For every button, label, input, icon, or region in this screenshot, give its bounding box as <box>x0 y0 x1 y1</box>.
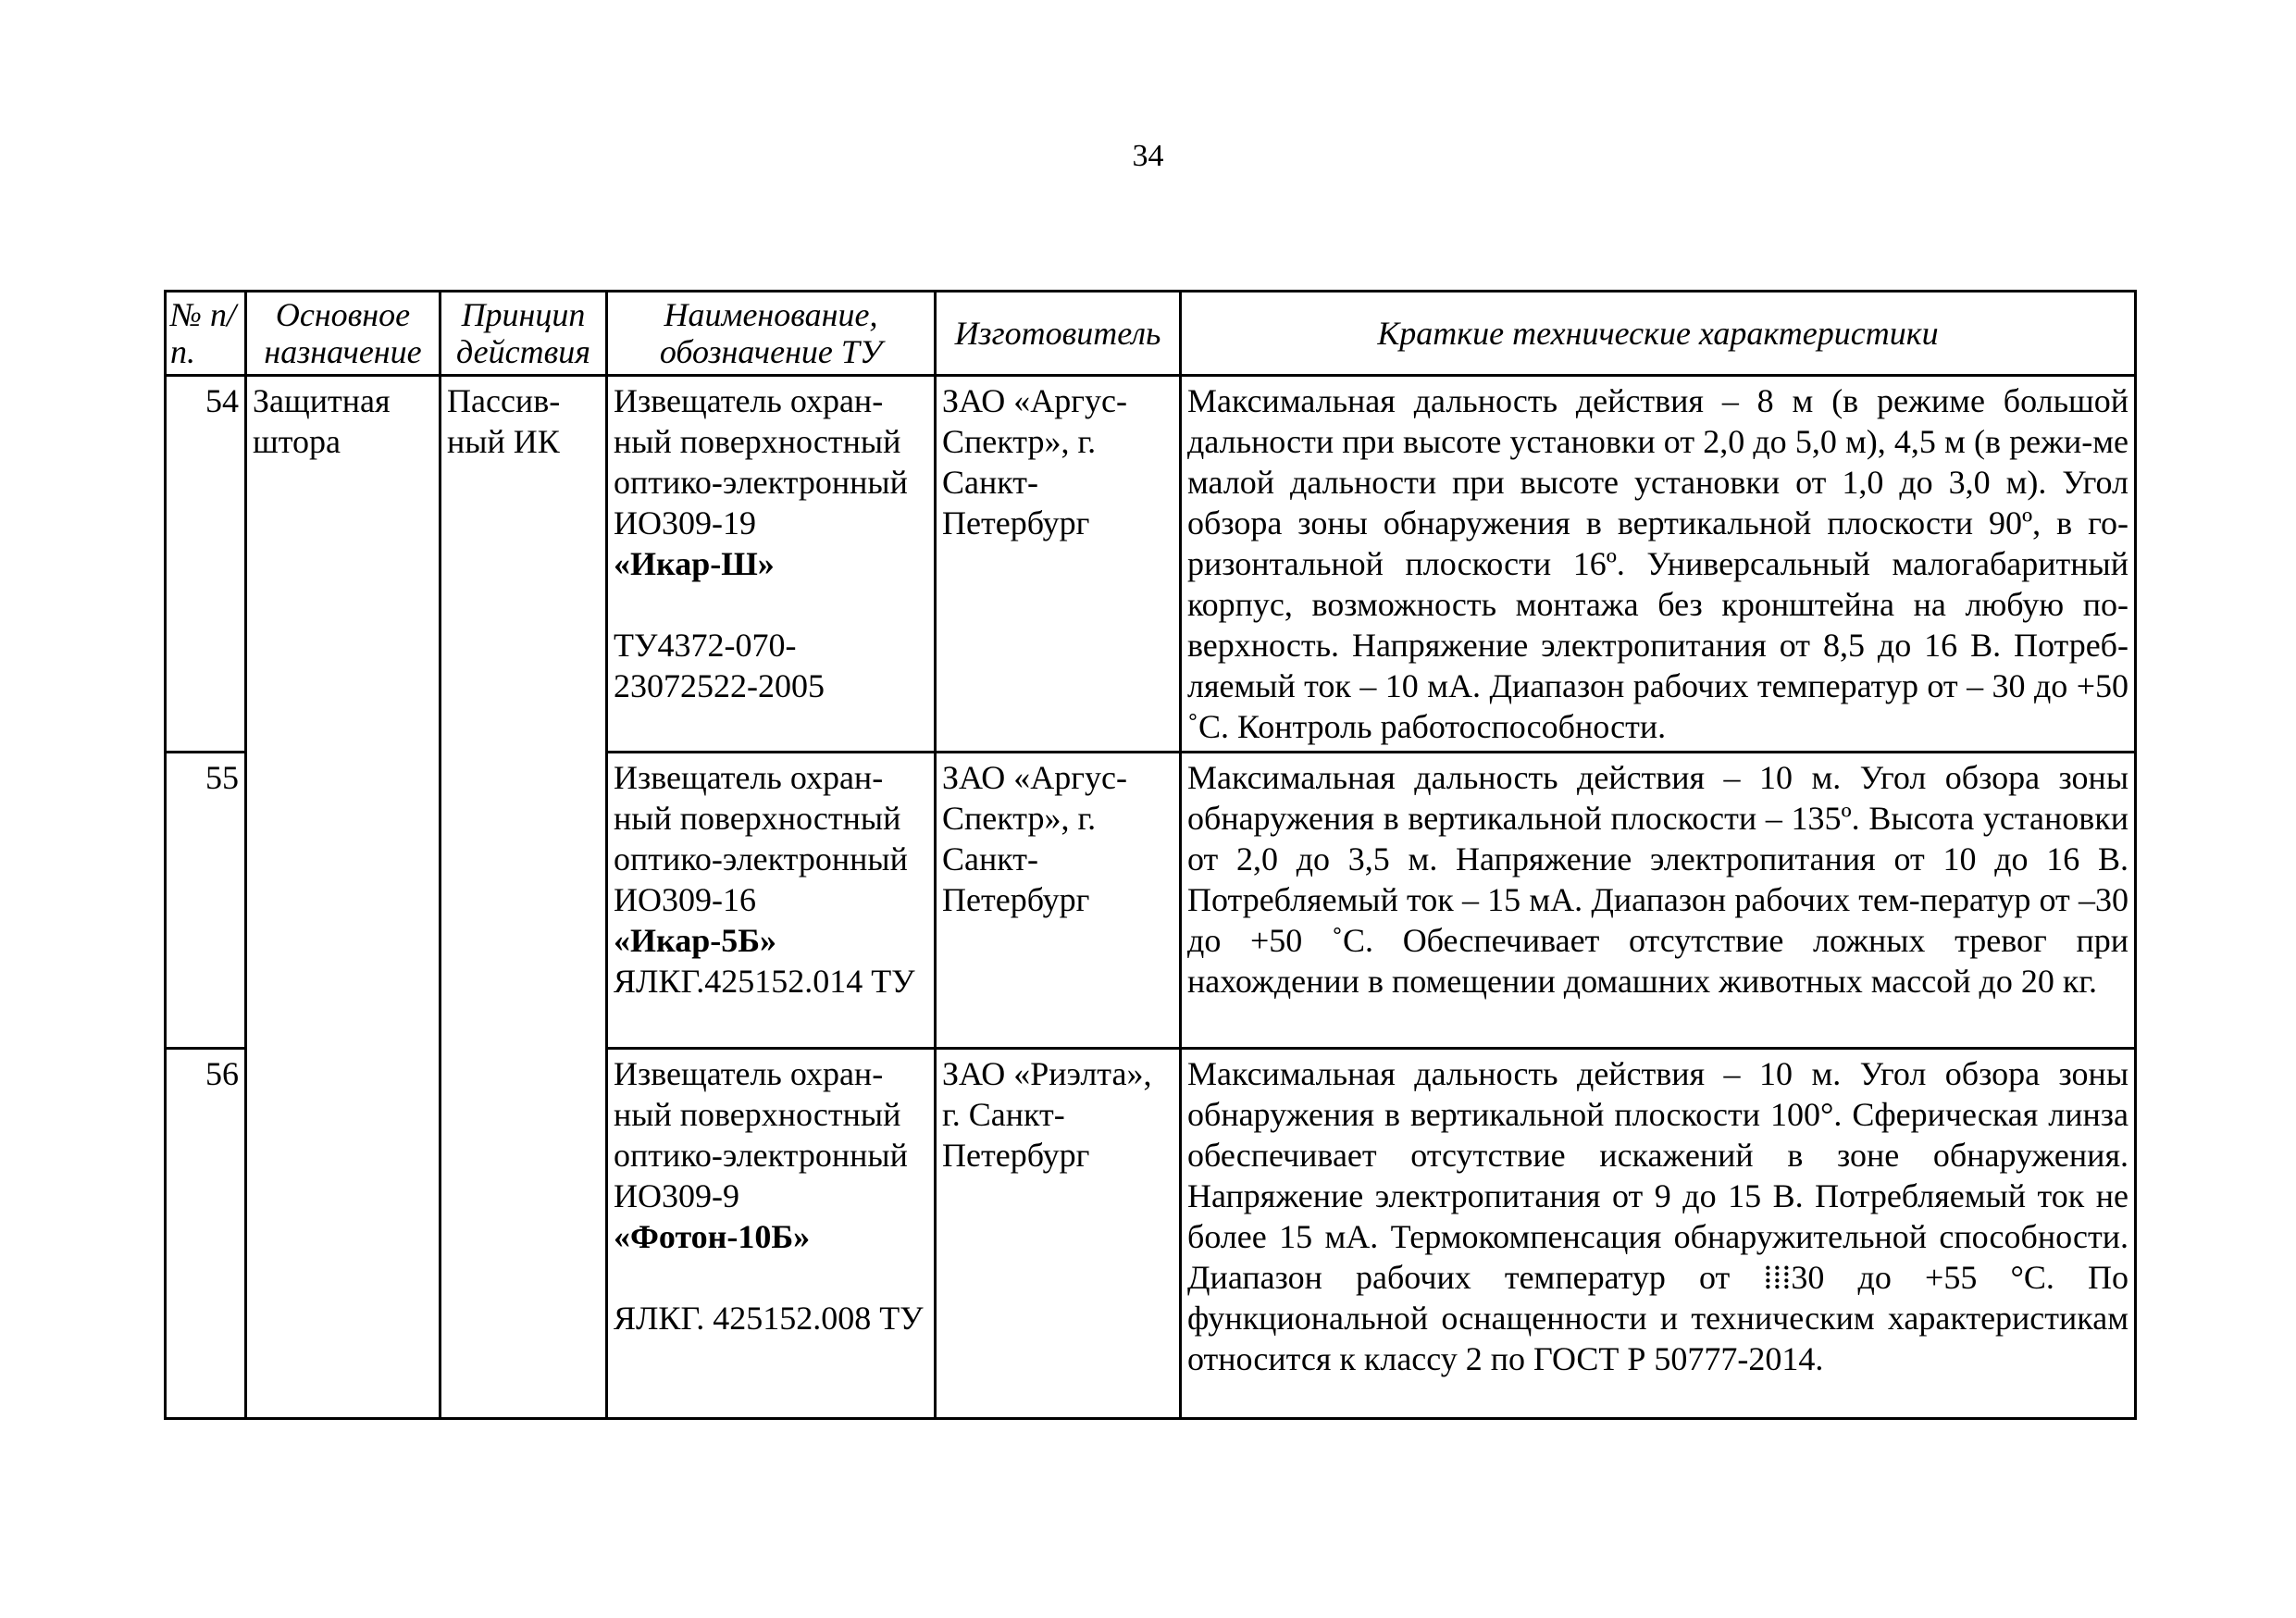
manufacturer-cell <box>936 1049 1181 1419</box>
row-number: 56 <box>166 1049 246 1419</box>
device-name-line: оптико-электронный <box>614 840 908 877</box>
device-model: «Икар-Ш» <box>614 545 775 582</box>
device-name-line: оптико-электронный <box>614 1137 908 1174</box>
header-row <box>166 292 2136 376</box>
device-name-line: ИО309-16 <box>614 881 756 918</box>
device-name-cell <box>607 1049 936 1419</box>
header-manufacturer: Изготовитель <box>936 292 1181 376</box>
device-model: «Фотон-10Б» <box>614 1218 811 1255</box>
manufacturer-text: ЗАО «Аргус-Спектр», г. Санкт-Петербург <box>942 382 1127 541</box>
device-name-line: оптико-электронный <box>614 464 908 501</box>
device-name-line: Извещатель охран- <box>614 1055 884 1092</box>
specifications-table <box>164 290 2137 1420</box>
header-purpose: Основное назначение <box>246 292 441 376</box>
principle-cell: Пассив-ный ИК <box>441 376 607 1419</box>
specs-cell: Максимальная дальность действия – 8 м (в режиме большой дальности при высоте установки от 2,0 до 5,0 м), 4,5 м (в режи-ме малой дальности при высоте установки от 1,0 до 3,0 м). Угол обзора зоны обнаружения в вертикальной плоскости 90º, в го-ризонтальной плоскости 16º. Универсальный малогабаритный корпус, возможность монтажа без кронштейна на любую по-верхность. Напряжение электропитания от 8,5 до 16 В. Потреб-ляемый ток – 10 мА. Диапазон рабочих температур от – 30 до +50 ˚С. Контроль работоспособности. <box>1181 376 2136 753</box>
purpose-cell: Защитная штора <box>246 376 441 1419</box>
row-number: 54 <box>166 376 246 753</box>
device-name-line: Извещатель охран- <box>614 382 884 419</box>
table-row <box>166 376 2136 753</box>
manufacturer-cell <box>936 753 1181 1049</box>
device-tu: ЯЛКГ. 425152.008 ТУ <box>614 1300 924 1337</box>
device-name-line: ИО309-19 <box>614 504 756 541</box>
device-tu: ТУ4372-070-23072522-2005 <box>614 627 825 704</box>
device-name-line: Извещатель охран- <box>614 759 884 796</box>
header-name: Наименование, обозначение ТУ <box>607 292 936 376</box>
device-name-cell <box>607 753 936 1049</box>
specs-cell: Максимальная дальность действия – 10 м. Угол обзора зоны обнаружения в вертикальной плоскости 100°. Сферическая линза обеспечивает отсутствие искажений в зоне обнаружения. Напряжение электропитания от 9 до 15 В. Потребляемый ток не более 15 мА. Термокомпенсация обнаружительной способности. Диапазон рабочих температур от ⁞⁞⁞30 до +55 °С. По функциональной оснащенности и техническим характеристикам относится к классу 2 по ГОСТ Р 50777-2014. <box>1181 1049 2136 1419</box>
device-name-line: ный поверхностный <box>614 1096 901 1133</box>
header-specs: Краткие технические характеристики <box>1181 292 2136 376</box>
manufacturer-cell <box>936 376 1181 753</box>
specs-cell: Максимальная дальность действия – 10 м. Угол обзора зоны обнаружения в вертикальной плоскости – 135º. Высота установки от 2,0 до 3,5 м. Напряжение электропитания от 10 до 16 В. Потребляемый ток – 15 мА. Диапазон рабочих тем-ператур от –30 до +50 ˚С. Обеспечивает отсутствие ложных тревог при нахождении в помещении домашних животных массой до 20 кг. <box>1181 753 2136 1049</box>
device-model: «Икар-5Б» <box>614 922 777 959</box>
device-name-line: ный поверхностный <box>614 800 901 837</box>
header-principle: Принцип действия <box>441 292 607 376</box>
manufacturer-text: ЗАО «Риэлта», г. Санкт-Петербург <box>942 1055 1152 1174</box>
device-name-line: ИО309-9 <box>614 1177 739 1214</box>
device-tu: ЯЛКГ.425152.014 ТУ <box>614 963 915 1000</box>
header-num: № п/п. <box>166 292 246 376</box>
page-number: 34 <box>1132 139 1164 173</box>
row-number: 55 <box>166 753 246 1049</box>
manufacturer-text: ЗАО «Аргус-Спектр», г. Санкт-Петербург <box>942 759 1127 918</box>
device-name-cell <box>607 376 936 753</box>
device-name-line: ный поверхностный <box>614 423 901 460</box>
